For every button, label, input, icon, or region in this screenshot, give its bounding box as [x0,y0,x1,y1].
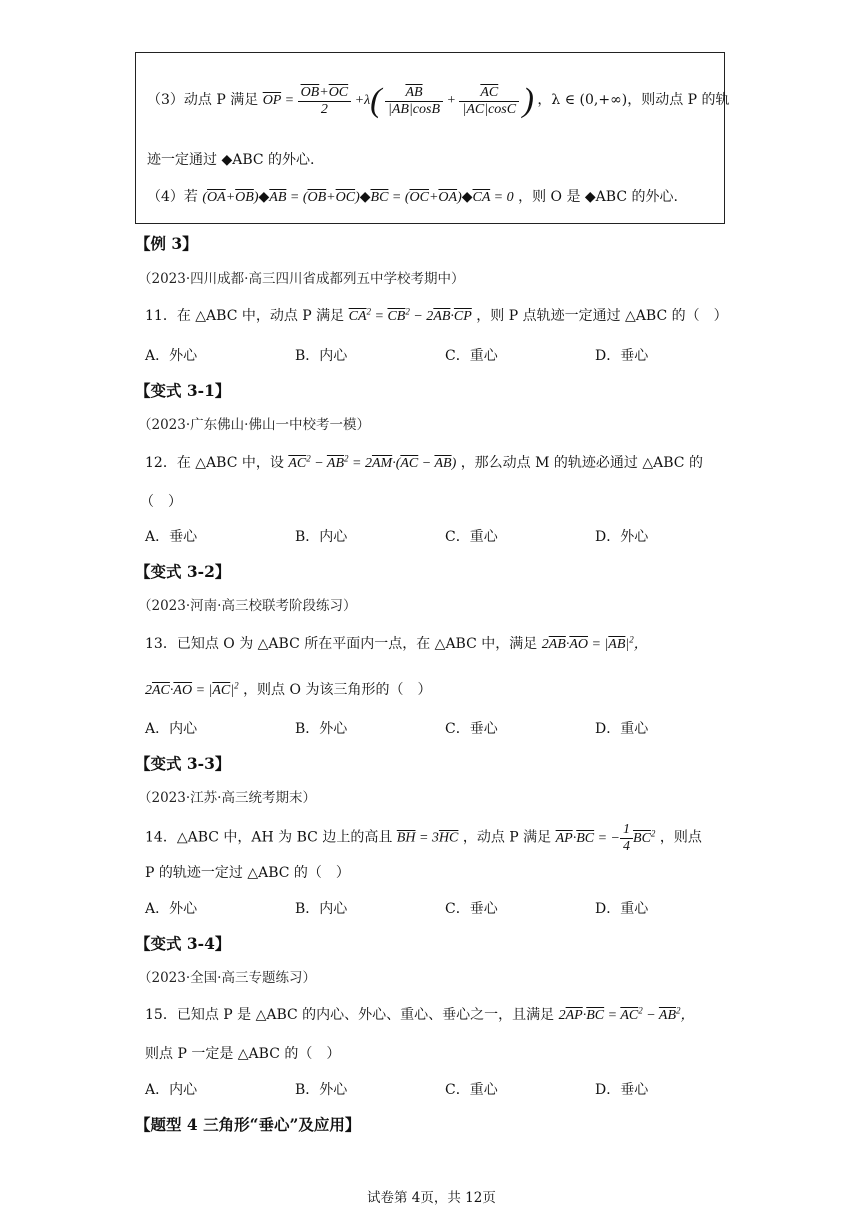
item3-prefix: （3）动点 P 满足 [147,92,259,109]
item4-suffix: ，则 O 是 ◆ABC 的外心. [518,189,678,205]
v32-question: 13．已知点 O 为 △ABC 所在平面内一点，在 △ABC 中，满足 $2\overline{AB}\cdot\overline{AO} = |\overline{AB}|^2$， [145,634,648,652]
v31-option-b[interactable]: B．内心 [295,529,348,545]
v33-question-cont: P 的轨迹一定过 △ABC 的（ ） [145,865,350,881]
topic4-heading: 【题型 4 三角形“垂心”及应用】 [135,1115,361,1134]
ex3-question: 11．在 △ABC 中，动点 P 满足 $\overline{CA}^2 = \overline{CB}^2 - 2\overline{AB}\cdot\overline{CP}$ ，则 P 点轨迹一定通过 △ABC 的（ ） [145,306,728,324]
v31-source: （2023·广东佛山·佛山一中校考一模） [138,417,370,433]
v32-option-a[interactable]: A．内心 [145,721,198,737]
v33-heading: 【变式 3-3】 [135,754,231,773]
v31-question-paren: （ ） [140,494,182,510]
item4-prefix: （4）若 [147,189,198,205]
item3-continuation: 迹一定通过 ◆ABC 的外心. [147,152,315,168]
v31-formula: $\overline{AC}^2 - \overline{AB}^2 = 2\overline{AM}\cdot(\overline{AC} - \overline{AB})$ [288,453,457,471]
ex3-source: （2023·四川成都·高三四川省成都列五中学校考期中） [138,271,465,287]
ex3-formula: $\overline{CA}^2 = \overline{CB}^2 - 2\overline{AB}\cdot\overline{CP}$ [348,306,472,324]
ex3-heading: 【例 3】 [135,234,198,253]
v34-option-d[interactable]: D．垂心 [595,1082,649,1098]
v34-option-c[interactable]: C．重心 [445,1082,498,1098]
v34-option-b[interactable]: B．外心 [295,1082,348,1098]
v33-formula-1: $\overline{BH} = 3\overline{HC}$ [396,830,459,846]
v32-option-c[interactable]: C．垂心 [445,721,498,737]
item4-line [147,186,678,206]
v32-formula-2: $2\overline{AC}\cdot\overline{AO} = |\overline{AC}|^2$ [145,680,239,698]
ex3-option-a[interactable]: A．外心 [145,348,198,364]
ex3-option-d[interactable]: D．垂心 [595,348,649,364]
v32-source: （2023·河南·高三校联考阶段练习） [138,598,357,614]
v34-source: （2023·全国·高三专题练习） [138,970,316,986]
v31-option-c[interactable]: C．重心 [445,529,498,545]
v33-option-d[interactable]: D．重心 [595,901,649,917]
v34-option-a[interactable]: A．内心 [145,1082,198,1098]
v32-option-d[interactable]: D．重心 [595,721,649,737]
v31-heading: 【变式 3-1】 [135,381,231,400]
v31-option-d[interactable]: D．外心 [595,529,649,545]
v32-heading: 【变式 3-2】 [135,562,231,581]
v34-formula: $2\overline{AP}\cdot\overline{BC} = \overline{AC}^2 - \overline{AB}^2$， [558,1005,695,1023]
v34-question-cont: 则点 P 一定是 △ABC 的（ ） [145,1046,341,1062]
ex3-option-c[interactable]: C．重心 [445,348,498,364]
item3-suffix: ，λ ∈ (0,+∞)，则动点 P 的轨 [537,92,730,109]
v31-question: 12．在 △ABC 中，设 $\overline{AC}^2 - \overline{AB}^2 = 2\overline{AM}\cdot(\overline{AC} - \overline{AB})$ ，那么动点 M 的轨迹必通过 △ABC 的 [145,453,703,471]
v33-formula-2: $\overline{AP}\cdot\overline{BC}$ = − $\frac{1}{4}$ $\overline{BC}^2$ [555,822,656,854]
ex3-option-b[interactable]: B．内心 [295,348,348,364]
item3-formula: $\overline{OP}$ = $\frac{\overline{OB}+\overline{OC}}{2}$ +λ( $\frac{\overline{AB}}{|\overline{AB}|\cos B}$ + $\frac{\overline{AC}}{|\overline{AC}|\cos C}$ ) [262,82,534,119]
v33-option-a[interactable]: A．外心 [145,901,198,917]
v31-option-a[interactable]: A．垂心 [145,529,198,545]
item4-formula: $(\overline{OA}+\overline{OB})◆\overline{AB}$ = $(\overline{OB}+\overline{OC})◆\overline{BC}$ = $(\overline{OC}+\overline{OA})◆\overline{CA} = 0$ [202,190,514,205]
v32-question-cont: $2\overline{AC}\cdot\overline{AO} = |\overline{AC}|^2$ ，则点 O 为该三角形的（ ） [145,680,432,698]
v34-question: 15．已知点 P 是 △ABC 的内心、外心、重心、垂心之一，且满足 $2\overline{AP}\cdot\overline{BC} = \overline{AC}^2 - \overline{AB}^2$， [145,1005,695,1023]
v33-source: （2023·江苏·高三统考期末） [138,790,316,806]
v32-formula-1: $2\overline{AB}\cdot\overline{AO} = |\overline{AB}|^2$， [541,634,648,652]
v33-question: 14．△ABC 中，AH 为 BC 边上的高且 $\overline{BH} = 3\overline{HC}$ ，动点 P 满足 $\overline{AP}\cdot\overline{BC}$ = − $\frac{1}{4}$ $\overline{BC}^2$ ，则点 [145,822,702,854]
v32-option-b[interactable]: B．外心 [295,721,348,737]
item3-line [147,84,730,118]
page-footer: 试卷第 4页，共 12页 [367,1190,496,1206]
v34-heading: 【变式 3-4】 [135,934,231,953]
v33-option-c[interactable]: C．垂心 [445,901,498,917]
v33-option-b[interactable]: B．内心 [295,901,348,917]
